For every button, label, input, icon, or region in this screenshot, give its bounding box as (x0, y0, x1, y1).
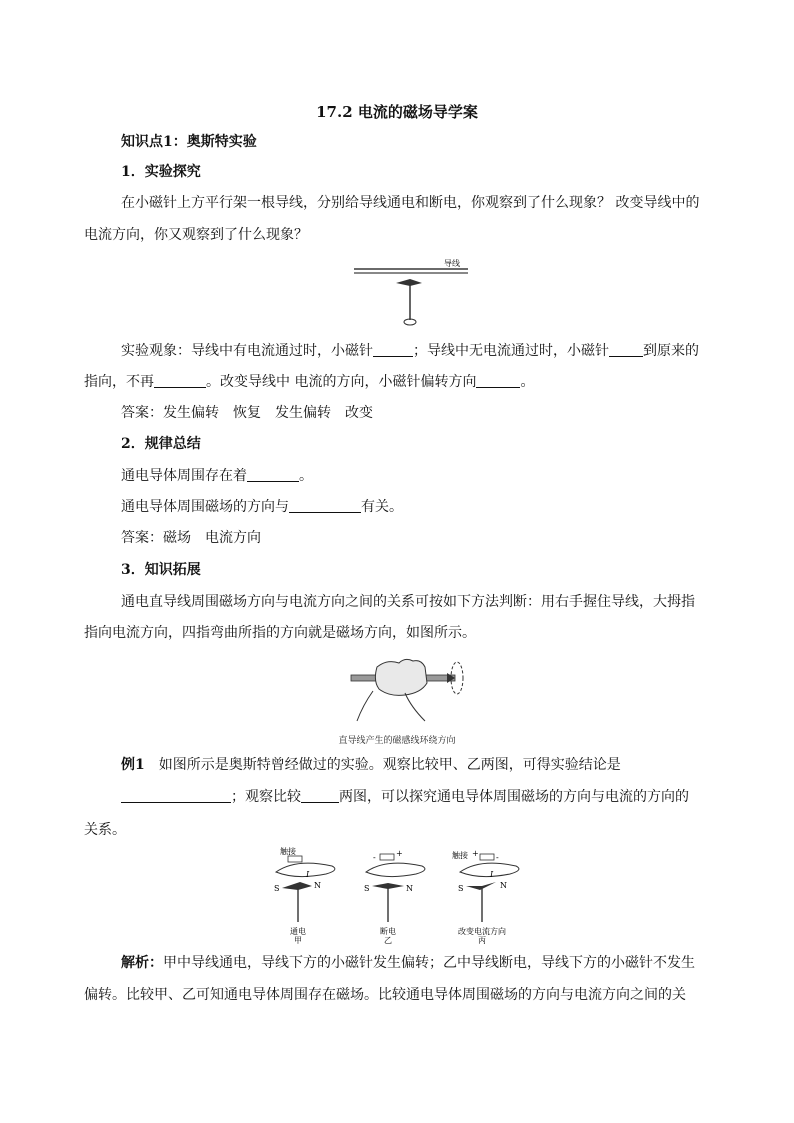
svg-text:S: S (364, 884, 370, 893)
blank-7[interactable] (121, 788, 231, 803)
answer-2: 答案：磁场 电流方向 (121, 530, 261, 546)
extension-line-2: 指向电流方向，四指弯曲所指的方向就是磁场方向，如图所示。 (84, 625, 476, 641)
svg-text:N: N (406, 884, 413, 893)
svg-text:+: + (396, 849, 403, 858)
wire-label: 导线 (444, 259, 460, 268)
observation-line-1: 实验观象：导线中有电流通过时，小磁针 ；导线中无电流通过时，小磁针 到原来的 (121, 343, 699, 359)
svg-text:断电: 断电 (380, 927, 396, 936)
blank-3[interactable] (154, 373, 206, 388)
example-line-1: 例1 如图所示是奥斯特曾经做过的实验。观察比较甲、乙两图，可得实验结论是 (121, 757, 621, 773)
svg-text:+: + (472, 849, 479, 858)
observation-line-2: 指向，不再 。改变导线中 电流的方向，小磁针偏转方向 。 (84, 374, 535, 390)
question-line-2: 电流方向，你又观察到了什么现象？ (84, 227, 308, 243)
section-heading-1: 1．实验探究 (121, 164, 201, 180)
svg-text:I: I (306, 870, 310, 879)
svg-text:丙: 丙 (478, 936, 486, 945)
example-line-3: 关系。 (84, 822, 126, 838)
analysis-label: 解析： (121, 955, 163, 971)
analysis-line-2: 偏转。比较甲、乙可知通电导体周围存在磁场。比较通电导体周围磁场的方向与电流方向之间的关 (84, 987, 686, 1003)
wire-compass-figure (340, 255, 480, 330)
section-heading-3: 3．知识拓展 (121, 562, 201, 578)
oersted-figure-a (268, 842, 530, 948)
blank-1[interactable] (373, 342, 413, 357)
svg-text:N: N (314, 881, 321, 890)
svg-text:通电: 通电 (290, 927, 306, 936)
rule-line-1: 通电导体周围存在着 。 (121, 468, 313, 484)
svg-text:S: S (274, 884, 280, 893)
example-label: 例1 (121, 757, 145, 773)
knowledge-point-heading: 知识点1：奥斯特实验 (121, 134, 257, 150)
rule-line-2: 通电导体周围磁场的方向与 有关。 (121, 499, 403, 515)
blank-8[interactable] (301, 788, 339, 803)
svg-text:触接: 触接 (280, 847, 296, 856)
svg-text:-: - (496, 853, 499, 862)
blank-2[interactable] (609, 342, 643, 357)
blank-6[interactable] (289, 498, 361, 513)
page-title: 17.2 电流的磁场导学案 (316, 103, 478, 121)
svg-text:改变电流方向: 改变电流方向 (458, 927, 506, 936)
question-line-1: 在小磁针上方平行架一根导线，分别给导线通电和断电，你观察到了什么现象？ 改变导线中的 (121, 195, 700, 211)
example-line-2: ；观察比较 两图，可以探究通电导体周围磁场的方向与电流的方向的 (121, 787, 689, 807)
svg-text:S: S (458, 884, 464, 893)
extension-line-1: 通电直导线周围磁场方向与电流方向之间的关系可按如下方法判断：用右手握住导线，大拇指 (121, 594, 695, 610)
svg-text:-: - (373, 853, 376, 862)
svg-text:N: N (500, 881, 507, 890)
hand-figure-caption: 直导线产生的磁感线环绕方向 (338, 736, 456, 746)
svg-text:甲: 甲 (294, 936, 302, 945)
svg-text:乙: 乙 (384, 936, 392, 945)
svg-text:触接: 触接 (452, 851, 468, 860)
blank-5[interactable] (247, 467, 299, 482)
answer-1: 答案：发生偏转 恢复 发生偏转 改变 (121, 405, 373, 421)
analysis-line-1: 解析：甲中导线通电，导线下方的小磁针发生偏转；乙中导线断电，导线下方的小磁针不发生 (121, 955, 695, 971)
right-hand-rule-figure (343, 653, 473, 725)
svg-text:I: I (490, 870, 494, 879)
section-heading-2: 2．规律总结 (121, 436, 201, 452)
blank-4[interactable] (476, 373, 520, 388)
